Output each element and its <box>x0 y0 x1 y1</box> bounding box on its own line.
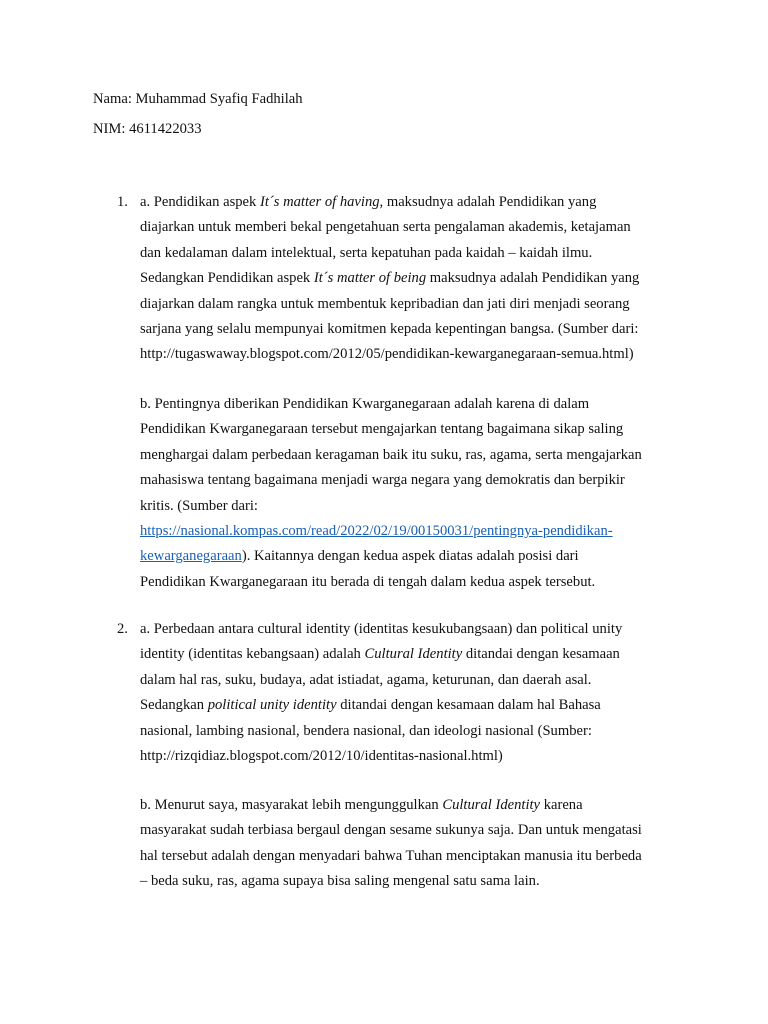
list-number: 2. <box>117 621 128 637</box>
source-url-1a: http://tugaswaway.blogspot.com/2012/05/pendidikan-kewarganegaraan-semua.html) <box>140 346 634 363</box>
answer-2a: a. Perbedaan antara cultural identity (identitas kesukubangsaan) dan political unity identity (identitas kebangsaan) adalah Cultural Identity ditandai dengan kesamaan dalam hal ras, suku, budaya, adat istiadat, agama, keturunan, dan daerah asal. Sedangkan political unity identity ditandai dengan kesamaan dalam hal Bahasa nasional, lambing nasional, bendera nasional, dan ideologi nasional (Sumber: http://rizqidiaz.blogspot.com/2012/10/identitas-nasional.html) <box>140 617 675 769</box>
source-link-kompas[interactable]: https://nasional.kompas.com/read/2022/02/19/00150031/pentingnya-pendidikan- <box>140 523 613 540</box>
source-url-2a: http://rizqidiaz.blogspot.com/2012/10/identitas-nasional.html) <box>140 748 503 765</box>
source-link-kompas-cont[interactable]: kewarganegaraan <box>140 548 242 565</box>
emphasis-political-unity: political unity identity <box>207 697 337 714</box>
student-nim: NIM: 4611422033 <box>93 121 202 137</box>
emphasis-cultural-identity: Cultural Identity <box>364 646 463 663</box>
student-name: Nama: Muhammad Syafiq Fadhilah <box>93 91 303 107</box>
answer-1a: a. Pendidikan aspek It´s matter of having, maksudnya adalah Pendidikan yang diajarkan untuk memberi bekal pengetahuan serta pengalaman akademis, ketajaman dan kedalaman dalam intelektual, serta kepatuhan pada kaidah – kaidah ilmu. Sedangkan Pendidikan aspek It´s matter of being maksudnya adalah Pendidikan yang diajarkan dalam rangka untuk membentuk kepribadian dan jati diri menjadi seorang sarjana yang selalu mempunyai komitmen kepada kepentingan bangsa. (Sumber dari: http://tugaswaway.blogspot.com/2012/05/pendidikan-kewarganegaraan-semua.html) <box>140 190 675 368</box>
emphasis-having: It´s matter of having <box>259 194 380 210</box>
emphasis-cultural-identity-2: Cultural Identity <box>442 797 541 813</box>
answer-2b: b. Menurut saya, masyarakat lebih mengunggulkan Cultural Identity karena masyarakat sudah terbiasa bergaul dengan sesame sukunya saja. Dan untuk mengatasi hal tersebut adalah dengan menyadari bahwa Tuhan menciptakan manusia itu berbeda – beda suku, ras, agama supaya bisa saling mengenal satu sama lain. <box>140 797 642 890</box>
answer-1b: b. Pentingnya diberikan Pendidikan Kwarganegaraan adalah karena di dalam Pendidikan Kwarganegaraan tersebut mengajarkan tentang bagaimana sikap saling menghargai dalam perbedaan keragaman baik itu suku, ras, agama, serta mengajarkan mahasiswa tentang bagaimana menjadi warga negara yang demokratis dan berpikir kritis. (Sumber dari: https://nasional.kompas.com/read/2022/02/19/00150031/pentingnya-pendidikan- kewarganegaraan). Kaitannya dengan kedua aspek diatas adalah posisi dari Pendidikan Kwarganegaraan itu berada di tengah dalam kedua aspek tersebut. <box>140 396 642 590</box>
emphasis-being: It´s matter of being <box>313 270 427 287</box>
list-number: 1. <box>117 194 128 210</box>
